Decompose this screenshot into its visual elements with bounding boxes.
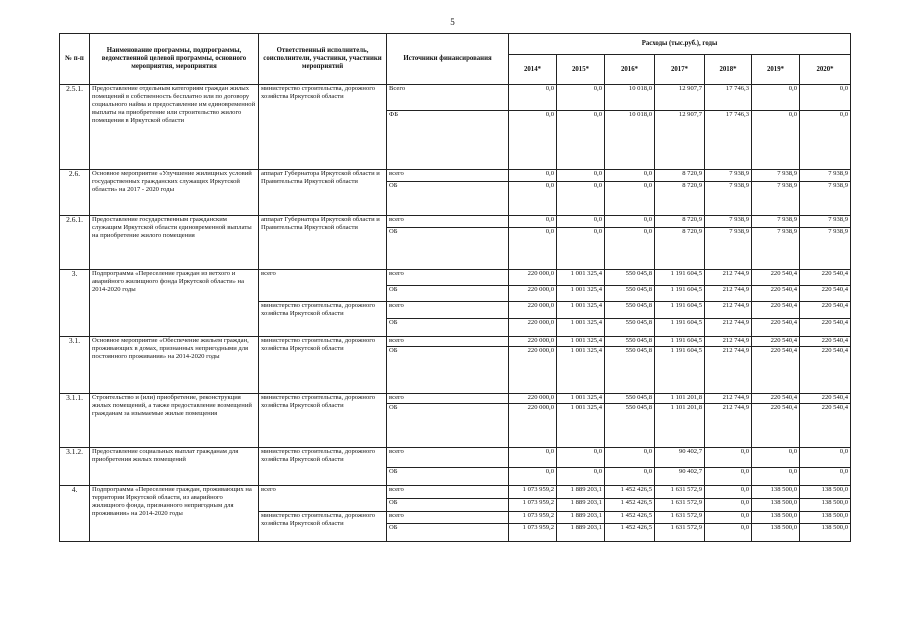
table-row bbox=[60, 486, 851, 499]
cell-value: 1 191 604,5 bbox=[655, 286, 705, 302]
cell-value: 8 720,9 bbox=[655, 170, 705, 182]
table-row bbox=[60, 270, 851, 286]
cell-value: 1 889 203,1 bbox=[557, 512, 605, 524]
row-source: ОБ bbox=[387, 499, 509, 512]
cell-value: 0,0 bbox=[800, 468, 851, 486]
row-source: ОБ bbox=[387, 286, 509, 302]
cell-value: 1 001 325,4 bbox=[557, 319, 605, 337]
header-source: Источники финансирования bbox=[387, 34, 509, 85]
cell-value: 220 000,0 bbox=[509, 347, 557, 394]
cell-value: 220 540,4 bbox=[752, 270, 800, 286]
row-executor: министерство строительства, дорожного хозяйства Иркутской области bbox=[259, 302, 387, 337]
cell-value: 550 045,8 bbox=[605, 302, 655, 319]
cell-value: 7 938,9 bbox=[752, 216, 800, 228]
cell-value: 0,0 bbox=[752, 468, 800, 486]
header-year: 2014* bbox=[509, 55, 557, 85]
cell-value: 1 191 604,5 bbox=[655, 337, 705, 347]
cell-value: 7 938,9 bbox=[705, 182, 752, 216]
cell-value: 550 045,8 bbox=[605, 337, 655, 347]
cell-value: 0,0 bbox=[509, 85, 557, 111]
cell-value: 0,0 bbox=[557, 216, 605, 228]
cell-value: 7 938,9 bbox=[752, 182, 800, 216]
header-year: 2020* bbox=[800, 55, 851, 85]
cell-value: 1 001 325,4 bbox=[557, 394, 605, 404]
cell-value: 220 540,4 bbox=[800, 302, 851, 319]
row-source: Всего bbox=[387, 85, 509, 111]
cell-value: 212 744,9 bbox=[705, 347, 752, 394]
cell-value: 0,0 bbox=[557, 182, 605, 216]
row-number: 3.1.1. bbox=[60, 394, 90, 448]
row-executor: министерство строительства, дорожного хозяйства Иркутской области bbox=[259, 512, 387, 542]
table-row bbox=[60, 216, 851, 228]
row-source: всего bbox=[387, 512, 509, 524]
row-executor: министерство строительства, дорожного хозяйства Иркутской области bbox=[259, 394, 387, 448]
cell-value: 0,0 bbox=[800, 85, 851, 111]
cell-value: 7 938,9 bbox=[752, 170, 800, 182]
row-source: ОБ bbox=[387, 182, 509, 216]
row-source: ОБ bbox=[387, 228, 509, 270]
row-name: Строительство и (или) приобретение, реконструкция жилых помещений, а также предоставление возмещений гражданам за изымаемые жилые помещения bbox=[90, 394, 259, 448]
cell-value: 0,0 bbox=[557, 170, 605, 182]
cell-value: 220 000,0 bbox=[509, 404, 557, 448]
row-source: всего bbox=[387, 486, 509, 499]
cell-value: 1 889 203,1 bbox=[557, 486, 605, 499]
row-source: ОБ bbox=[387, 347, 509, 394]
cell-value: 7 938,9 bbox=[752, 228, 800, 270]
row-source: ОБ bbox=[387, 319, 509, 337]
cell-value: 550 045,8 bbox=[605, 404, 655, 448]
row-source: всего bbox=[387, 216, 509, 228]
cell-value: 1 101 201,8 bbox=[655, 404, 705, 448]
cell-value: 212 744,9 bbox=[705, 270, 752, 286]
budget-table bbox=[59, 33, 851, 542]
row-source: всего bbox=[387, 448, 509, 468]
row-executor: всего bbox=[259, 270, 387, 302]
cell-value: 0,0 bbox=[605, 170, 655, 182]
row-source: всего bbox=[387, 337, 509, 347]
cell-value: 138 500,0 bbox=[800, 524, 851, 542]
cell-value: 1 073 959,2 bbox=[509, 512, 557, 524]
cell-value: 1 001 325,4 bbox=[557, 404, 605, 448]
cell-value: 1 889 203,1 bbox=[557, 499, 605, 512]
cell-value: 7 938,9 bbox=[705, 228, 752, 270]
row-number: 4. bbox=[60, 486, 90, 542]
cell-value: 220 540,4 bbox=[800, 319, 851, 337]
row-number: 2.6. bbox=[60, 170, 90, 216]
cell-value: 1 073 959,2 bbox=[509, 524, 557, 542]
cell-value: 0,0 bbox=[605, 228, 655, 270]
cell-value: 1 191 604,5 bbox=[655, 347, 705, 394]
header-expenses: Расходы (тыс.руб.), годы bbox=[509, 34, 851, 55]
row-name: Предоставление отдельным категориям граждан жилых помещений в собственность бесплатно или по договору социального найма и предоставление им единовременной выплаты на приобретение или строительство жилого помещения в Иркутской области bbox=[90, 85, 259, 170]
header-year: 2016* bbox=[605, 55, 655, 85]
cell-value: 220 000,0 bbox=[509, 394, 557, 404]
cell-value: 0,0 bbox=[705, 448, 752, 468]
row-number: 2.6.1. bbox=[60, 216, 90, 270]
row-source: ОБ bbox=[387, 524, 509, 542]
row-executor: аппарат Губернатора Иркутской области и Правительства Иркутской области bbox=[259, 216, 387, 270]
cell-value: 0,0 bbox=[509, 216, 557, 228]
row-source: всего bbox=[387, 394, 509, 404]
cell-value: 138 500,0 bbox=[752, 499, 800, 512]
cell-value: 220 540,4 bbox=[752, 337, 800, 347]
cell-value: 550 045,8 bbox=[605, 270, 655, 286]
cell-value: 220 540,4 bbox=[800, 404, 851, 448]
cell-value: 8 720,9 bbox=[655, 228, 705, 270]
table-row bbox=[60, 394, 851, 404]
cell-value: 220 540,4 bbox=[800, 286, 851, 302]
row-name: Основное мероприятие «Улучшение жилищных условий государственных гражданских служащих Иркутской области» на 2017 - 2020 годы bbox=[90, 170, 259, 216]
header-year: 2015* bbox=[557, 55, 605, 85]
table-row bbox=[60, 170, 851, 182]
cell-value: 7 938,9 bbox=[800, 182, 851, 216]
cell-value: 220 540,4 bbox=[752, 286, 800, 302]
row-source: всего bbox=[387, 170, 509, 182]
row-number: 3.1. bbox=[60, 337, 90, 394]
cell-value: 7 938,9 bbox=[800, 170, 851, 182]
cell-value: 220 540,4 bbox=[752, 302, 800, 319]
cell-value: 0,0 bbox=[800, 111, 851, 170]
cell-value: 1 001 325,4 bbox=[557, 270, 605, 286]
cell-value: 0,0 bbox=[705, 499, 752, 512]
cell-value: 212 744,9 bbox=[705, 319, 752, 337]
cell-value: 212 744,9 bbox=[705, 302, 752, 319]
cell-value: 220 540,4 bbox=[752, 347, 800, 394]
row-number: 2.5.1. bbox=[60, 85, 90, 170]
cell-value: 7 938,9 bbox=[705, 170, 752, 182]
cell-value: 10 018,0 bbox=[605, 85, 655, 111]
cell-value: 220 000,0 bbox=[509, 302, 557, 319]
cell-value: 7 938,9 bbox=[705, 216, 752, 228]
row-source: ОБ bbox=[387, 468, 509, 486]
cell-value: 7 938,9 bbox=[800, 216, 851, 228]
cell-value: 1 001 325,4 bbox=[557, 286, 605, 302]
cell-value: 90 402,7 bbox=[655, 468, 705, 486]
cell-value: 212 744,9 bbox=[705, 394, 752, 404]
cell-value: 220 540,4 bbox=[800, 337, 851, 347]
cell-value: 1 631 572,9 bbox=[655, 486, 705, 499]
cell-value: 550 045,8 bbox=[605, 394, 655, 404]
cell-value: 1 631 572,9 bbox=[655, 512, 705, 524]
cell-value: 1 073 959,2 bbox=[509, 486, 557, 499]
cell-value: 0,0 bbox=[557, 111, 605, 170]
cell-value: 1 452 426,5 bbox=[605, 524, 655, 542]
row-executor: всего bbox=[259, 486, 387, 512]
header-year: 2018* bbox=[705, 55, 752, 85]
cell-value: 0,0 bbox=[509, 468, 557, 486]
cell-value: 1 631 572,9 bbox=[655, 499, 705, 512]
row-source: всего bbox=[387, 302, 509, 319]
row-source: ФБ bbox=[387, 111, 509, 170]
cell-value: 1 191 604,5 bbox=[655, 302, 705, 319]
header-executor: Ответственный исполнитель, соисполнители, участники, участники мероприятий bbox=[259, 34, 387, 85]
row-name: Основное мероприятие «Обеспечение жильем граждан, проживающих в домах, признанных непригодными для постоянного проживания» на 2014-2020 годы bbox=[90, 337, 259, 394]
row-number: 3.1.2. bbox=[60, 448, 90, 486]
cell-value: 10 018,0 bbox=[605, 111, 655, 170]
row-name: Подпрограмма «Переселение граждан, проживающих на территории Иркутской области, из аварийного жилищного фонда, признанного непригодным для проживания» на 2014-2020 годы bbox=[90, 486, 259, 542]
cell-value: 1 452 426,5 bbox=[605, 499, 655, 512]
cell-value: 0,0 bbox=[705, 512, 752, 524]
cell-value: 0,0 bbox=[800, 448, 851, 468]
cell-value: 0,0 bbox=[752, 85, 800, 111]
cell-value: 0,0 bbox=[557, 228, 605, 270]
cell-value: 12 907,7 bbox=[655, 111, 705, 170]
row-number: 3. bbox=[60, 270, 90, 337]
row-name: Предоставление социальных выплат гражданам для приобретения жилых помещений bbox=[90, 448, 259, 486]
header-year: 2017* bbox=[655, 55, 705, 85]
row-name: Предоставление государственным гражданским служащим Иркутской области единовременной выплаты на приобретение жилого помещения bbox=[90, 216, 259, 270]
cell-value: 8 720,9 bbox=[655, 216, 705, 228]
row-executor: министерство строительства, дорожного хозяйства Иркутской области bbox=[259, 337, 387, 394]
cell-value: 220 540,4 bbox=[800, 347, 851, 394]
header-year: 2019* bbox=[752, 55, 800, 85]
row-name: Подпрограмма «Переселение граждан из ветхого и аварийного жилищного фонда Иркутской области» на 2014-2020 годы bbox=[90, 270, 259, 337]
cell-value: 550 045,8 bbox=[605, 347, 655, 394]
cell-value: 7 938,9 bbox=[800, 228, 851, 270]
row-source: ОБ bbox=[387, 404, 509, 448]
cell-value: 1 452 426,5 bbox=[605, 486, 655, 499]
cell-value: 1 889 203,1 bbox=[557, 524, 605, 542]
cell-value: 220 540,4 bbox=[752, 404, 800, 448]
header-num: № п-п bbox=[60, 34, 90, 85]
table-row bbox=[60, 337, 851, 347]
cell-value: 138 500,0 bbox=[752, 512, 800, 524]
row-executor: министерство строительства, дорожного хозяйства Иркутской области bbox=[259, 85, 387, 170]
cell-value: 0,0 bbox=[509, 448, 557, 468]
header-name: Наименование программы, подпрограммы, ведомственной целевой программы, основного мероприятия, мероприятия bbox=[90, 34, 259, 85]
cell-value: 212 744,9 bbox=[705, 337, 752, 347]
row-executor: аппарат Губернатора Иркутской области и Правительства Иркутской области bbox=[259, 170, 387, 216]
cell-value: 220 540,4 bbox=[752, 319, 800, 337]
cell-value: 0,0 bbox=[752, 448, 800, 468]
cell-value: 0,0 bbox=[509, 111, 557, 170]
cell-value: 0,0 bbox=[705, 524, 752, 542]
cell-value: 1 001 325,4 bbox=[557, 337, 605, 347]
cell-value: 138 500,0 bbox=[800, 512, 851, 524]
cell-value: 220 000,0 bbox=[509, 337, 557, 347]
cell-value: 220 000,0 bbox=[509, 319, 557, 337]
cell-value: 0,0 bbox=[557, 468, 605, 486]
cell-value: 17 746,3 bbox=[705, 85, 752, 111]
cell-value: 1 001 325,4 bbox=[557, 302, 605, 319]
cell-value: 220 540,4 bbox=[800, 394, 851, 404]
cell-value: 1 631 572,9 bbox=[655, 524, 705, 542]
cell-value: 138 500,0 bbox=[800, 499, 851, 512]
cell-value: 90 402,7 bbox=[655, 448, 705, 468]
cell-value: 220 540,4 bbox=[800, 270, 851, 286]
cell-value: 1 001 325,4 bbox=[557, 347, 605, 394]
row-executor: министерство строительства, дорожного хозяйства Иркутской области bbox=[259, 448, 387, 486]
cell-value: 220 540,4 bbox=[752, 394, 800, 404]
cell-value: 0,0 bbox=[705, 486, 752, 499]
cell-value: 0,0 bbox=[557, 448, 605, 468]
cell-value: 550 045,8 bbox=[605, 319, 655, 337]
row-source: всего bbox=[387, 270, 509, 286]
cell-value: 1 101 201,8 bbox=[655, 394, 705, 404]
cell-value: 0,0 bbox=[605, 468, 655, 486]
cell-value: 1 452 426,5 bbox=[605, 512, 655, 524]
cell-value: 0,0 bbox=[605, 448, 655, 468]
cell-value: 220 000,0 bbox=[509, 270, 557, 286]
cell-value: 0,0 bbox=[509, 228, 557, 270]
cell-value: 0,0 bbox=[509, 182, 557, 216]
page-number: 5 bbox=[450, 17, 455, 27]
table-row bbox=[60, 448, 851, 468]
cell-value: 0,0 bbox=[605, 182, 655, 216]
cell-value: 220 000,0 bbox=[509, 286, 557, 302]
cell-value: 0,0 bbox=[605, 216, 655, 228]
cell-value: 17 746,3 bbox=[705, 111, 752, 170]
cell-value: 138 500,0 bbox=[752, 524, 800, 542]
cell-value: 0,0 bbox=[557, 85, 605, 111]
cell-value: 550 045,8 bbox=[605, 286, 655, 302]
table-row bbox=[60, 85, 851, 111]
cell-value: 1 073 959,2 bbox=[509, 499, 557, 512]
cell-value: 0,0 bbox=[705, 468, 752, 486]
cell-value: 12 907,7 bbox=[655, 85, 705, 111]
cell-value: 138 500,0 bbox=[800, 486, 851, 499]
cell-value: 0,0 bbox=[752, 111, 800, 170]
cell-value: 1 191 604,5 bbox=[655, 319, 705, 337]
cell-value: 0,0 bbox=[509, 170, 557, 182]
cell-value: 212 744,9 bbox=[705, 286, 752, 302]
cell-value: 8 720,9 bbox=[655, 182, 705, 216]
cell-value: 138 500,0 bbox=[752, 486, 800, 499]
cell-value: 212 744,9 bbox=[705, 404, 752, 448]
cell-value: 1 191 604,5 bbox=[655, 270, 705, 286]
